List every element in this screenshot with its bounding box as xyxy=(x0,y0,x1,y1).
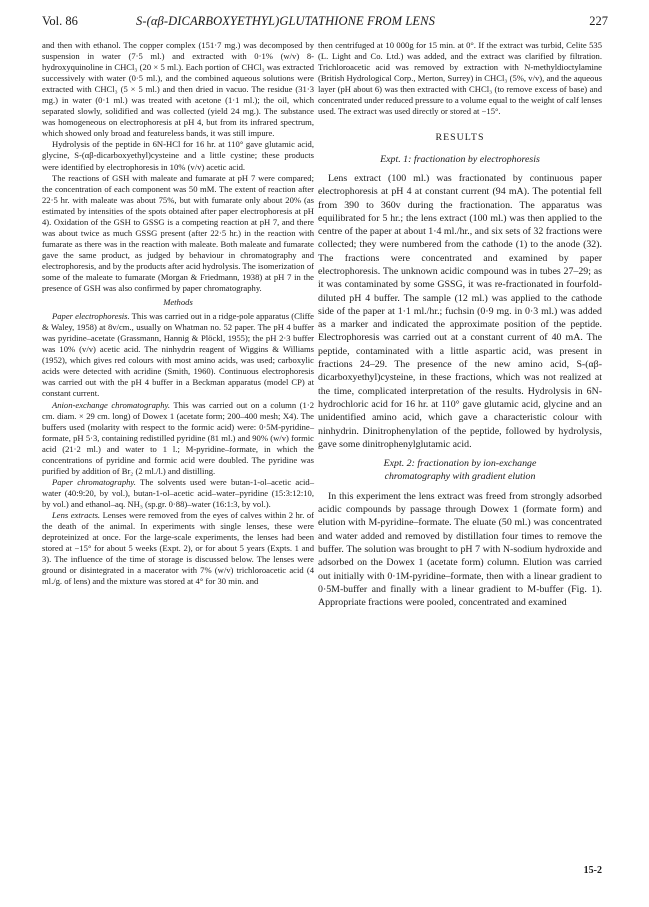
paragraph: The reactions of GSH with maleate and fumarate at pH 7 were compared; the concentration of each component was 50 mM. The extent of reaction after 22·5 hr. with maleate was about 75%, but with fumarate only about 20% (as estimated by intensities of the spots obtained after paper electrophoresis at pH 4). Oxidation of the GSH to GSSG is a competing reaction at pH 7, and there was about twice as much GSSG present (after 22·5 hr.) in the reaction with fumarate as there was in the reaction with maleate. Both maleate and fumarate gave the same product, as judged by behaviour in chromatography and electrophoresis, and by the products after acid hydrolysis. The isomerization of some of the maleate to fumarate (Morgan & Friedmann, 1938) at pH 7 in the presence of GSH was also confirmed by paper chromatography. xyxy=(42,172,314,294)
right-column xyxy=(318,40,602,609)
paragraph-paper-electrophoresis xyxy=(42,311,314,399)
expt2-heading-line: Expt. 2: fractionation by ion-exchange xyxy=(383,458,537,470)
run-in-heading: Paper electrophoresis. xyxy=(52,311,130,322)
run-in-heading: Lens extracts. xyxy=(52,509,101,520)
paragraph: Lens extract (100 ml.) was fractionated by continuous paper electrophoresis at pH 4 at constant current (94 mA). The potential fell from 390 to 360v during the fractionation. The apparatus was equilibrated for 5 hr.; the lens extract (100 ml.) was then applied to the centre of the paper at about 1·4 ml./hr., and six sets of 32 fractions were collected; they were numbered from the cathode (1) to the anode (32). The fractions were concentrated and examined by paper electrophoresis. The unknown acidic compound was in tubes 27–29; as it was contaminated by some GSSG, it was re-fractionated in fourfold-diluted pH 4 buffer. The sample (12 ml.) was applied to the cathode side of the paper at 1·1 ml./hr.; fuchsin (0·9 mg. in 0·3 ml.) was added as a marker and indicated the approximate position of the peptide. Electrophoresis was carried out at a constant current of 40 mA. The peptide, contaminated with a little aspartic acid, was present in fractions 24–29. The presence of the new amino acid, S-(αβ-dicarboxyethyl)cysteine, in these fractions, which was not realized at the time, complicated interpretation of the results. Hydrolysis in 6N-hydrochloric acid for 16 hr. at 110° gave glutamic acid, glycine and an unidentified amino acid, which gave a characteristic colour with ninhydrin. Dinitrophenylation of the peptide, followed by hydrolysis, gave some dinitrophenylglutamic acid. xyxy=(318,172,602,450)
methods-heading: Methods xyxy=(163,297,193,308)
paragraph-lens-extracts xyxy=(42,510,314,587)
run-in-heading: Anion-exchange chromatography. xyxy=(52,399,170,410)
expt2-heading-line: chromatography with gradient elution xyxy=(384,471,536,483)
paragraph-paper-chromatography xyxy=(42,477,314,510)
paragraph: Hydrolysis of the peptide in 6N-HCl for 16 hr. at 110° gave glutamic acid, glycine, S-(αβ-dicarboxyethyl)cysteine and a little cystine; these products were identified by electrophoresis in 10% (v/v) acetic acid. xyxy=(42,139,314,172)
running-title: S-(αβ-DICARBOXYETHYL)GLUTATHIONE FROM LENS xyxy=(136,14,435,28)
paragraph-text: This was carried out in a ridge-pole apparatus (Cliffe & Waley, 1958) at 8v/cm., usually on Whatman no. 52 paper. The pH 4 buffer was pyridine–acetate (Grassmann, Hannig & Plöckl, 1955); the pH 2·3 buffer was 10% (v/v) acetic acid. The ninhydrin reagent of Wiggins & Williams (1952), which gives red colours with most amino acids, was used; carboxylic acids were detected with acridine (Smith, 1960). Continuous electrophoresis was carried out with the pH 4 buffer in a Beckman apparatus (model CP) at constant current. xyxy=(42,311,314,399)
volume-label: Vol. 86 xyxy=(42,14,78,28)
paragraph-text: The solvents used were butan-1-ol–acetic acid–water (40:9:20, by vol.), butan-1-ol–acetic acid–water–pyridine (15:3:12:10, by vol.) and ethanol–aq. NH₃ (sp.gr. 0·88)–water (16:1:3, by vol.). xyxy=(42,476,314,509)
expt1-heading: Expt. 1: fractionation by electrophoresis xyxy=(380,153,540,165)
left-column xyxy=(42,40,314,587)
paragraph-text: Lenses were removed from the eyes of calves within 2 hr. of the death of the animal. In experiments with single lenses, these were deproteinized at once. For the large-scale experiments, the lenses had been stored at −15° for about 5 weeks (Expt. 2), or for about 5 years (Expts. 1 and 3). The influence of the time of storage is discussed below. The lenses were ground or disintegrated in a macerator with 7% (w/v) trichloroacetic acid (4 ml./g. of lens) and the mixture was stored at 4° for 30 min. and xyxy=(42,509,314,587)
run-in-heading: Paper chromatography. xyxy=(52,476,136,487)
paragraph: In this experiment the lens extract was freed from strongly adsorbed acidic compounds by passage through Dowex 1 (formate form) and elution with M-pyridine–formate. The eluate (50 ml.) was concentrated and water added and removed by distillation four times to remove the buffer. The solution was brought to pH 7 with N-sodium hydroxide and adsorbed on the Dowex 1 (acetate form) column. Elution was carried out initially with 0·1M-pyridine–formate, then with a linear gradient to 0·5M-buffer and finally with a linear gradient to M-buffer (Fig. 1). Appropriate fractions were pooled, concentrated and examined xyxy=(318,490,602,609)
paragraph: then centrifuged at 10 000g for 15 min. at 0°. If the extract was turbid, Celite 535 (L. Light and Co. Ltd.) was added, and the extract was clarified by filtration. Trichloroacetic acid was removed by extraction with N-methyldioctylamine (British Hydrological Corp., Merton, Surrey) in CHCl₃ (5%, v/v), and the aqueous layer (pH about 6) was then extracted with CHCl₃ (to remove excess of base) and concentrated under reduced pressure to a volume equal to the weight of calf lenses used. The extract was used directly or stored at −15°. xyxy=(318,40,602,117)
signature-mark: 15-2 xyxy=(583,865,602,876)
running-header xyxy=(42,14,608,34)
paragraph: and then with ethanol. The copper complex (151·7 mg.) was decomposed by suspension in water (7·5 ml.) and extracted with 0·1% (w/v) 8-hydroxyquinoline in CHCl₃ (20 × 5 ml.). Each portion of CHCl₃ was extracted successively with water (0·5 ml.), and the combined aqueous solutions were extracted with CHCl₃ (5 × 5 ml.) and then dried in vacuo. The residue (31·3 mg.) in water (0·1 ml.) was treated with acetone (1·1 ml.); the oil, which separated slowly, solidified and was collected (yield 24 mg.). The substance was homogeneous on electrophoresis at pH 4, but from its infrared spectrum, which showed only broad and featureless bands, it was still impure. xyxy=(42,40,314,139)
results-heading: RESULTS xyxy=(435,132,485,144)
expt2-heading xyxy=(318,457,602,484)
page-number: 227 xyxy=(589,14,608,28)
paragraph-anion-exchange xyxy=(42,400,314,477)
paragraph-text: This was carried out on a column (1·2 cm. diam. × 29 cm. long) of Dowex 1 (acetate form; 200–400 mesh; X4). The buffers used (molarity with respect to the formic acid) were: 0·5M-pyridine–formate, pH 5·3, containing redistilled pyridine (81 ml.) and 90% (w/v) formic acid (21·2 ml.) and water to 1 l.; M-pyridine–formate, in which the concentrations of pyridine and formic acid were doubled. The pyridine was purified by addition of Br₂ (2 ml./l.) and distilling. xyxy=(42,399,314,476)
